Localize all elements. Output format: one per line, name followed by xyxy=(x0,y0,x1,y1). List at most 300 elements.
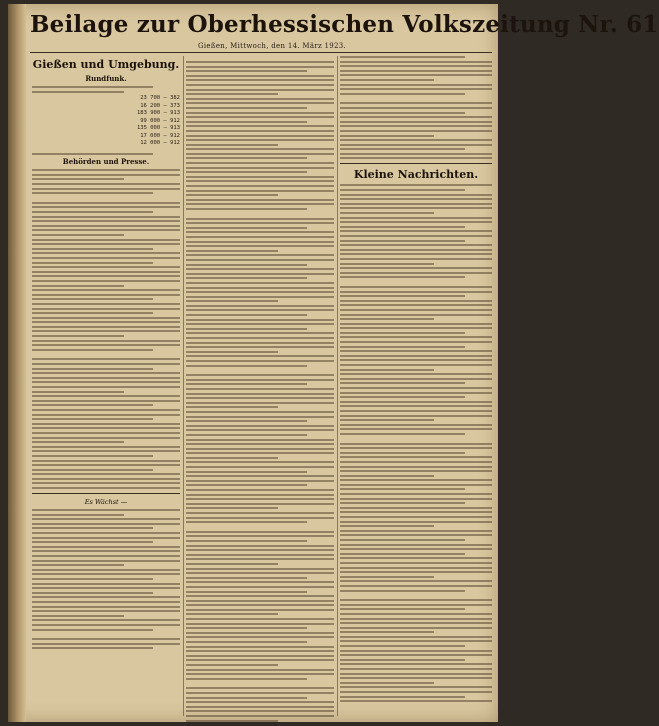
text-line xyxy=(186,383,307,385)
text-line xyxy=(186,678,307,680)
text-line xyxy=(340,700,492,702)
dateline: Gießen, Mittwoch, den 14. März 1923. xyxy=(198,42,347,50)
article-body xyxy=(340,184,492,702)
text-line xyxy=(186,416,334,418)
price-row xyxy=(32,133,180,141)
text-line xyxy=(186,439,334,441)
text-line xyxy=(32,541,153,543)
price-row xyxy=(32,140,180,148)
text-line xyxy=(186,309,334,311)
newspaper-page xyxy=(8,4,659,722)
text-line xyxy=(340,309,492,311)
text-line xyxy=(186,692,334,694)
text-line xyxy=(186,102,334,104)
text-line xyxy=(340,144,492,146)
text-line xyxy=(340,498,492,500)
article-body xyxy=(32,169,180,489)
text-line xyxy=(186,503,334,505)
text-line xyxy=(186,231,334,233)
text-line xyxy=(32,578,153,580)
text-line xyxy=(186,397,334,399)
text-line xyxy=(32,482,180,484)
text-line xyxy=(186,346,334,348)
text-line xyxy=(340,93,465,95)
text-line xyxy=(340,263,434,265)
text-line xyxy=(340,116,492,118)
text-line xyxy=(340,387,492,389)
header-rule xyxy=(30,52,492,53)
text-line xyxy=(340,88,492,90)
text-line xyxy=(340,585,492,587)
text-line xyxy=(32,363,180,365)
text-line xyxy=(32,225,180,227)
poem-body xyxy=(32,509,180,649)
text-line xyxy=(32,298,153,300)
text-line xyxy=(32,280,180,282)
text-line xyxy=(340,378,492,380)
text-line xyxy=(340,580,492,582)
text-line xyxy=(340,516,492,518)
text-line xyxy=(340,112,465,114)
text-line xyxy=(186,227,307,229)
text-line xyxy=(186,710,334,712)
price-value: 17 000 — 912 xyxy=(140,132,180,139)
text-line xyxy=(340,295,465,297)
text-line xyxy=(186,687,334,689)
text-line xyxy=(186,411,334,413)
text-line xyxy=(32,409,180,411)
text-line xyxy=(186,135,334,137)
text-line xyxy=(32,391,124,393)
text-line xyxy=(32,523,180,525)
text-line xyxy=(32,592,153,594)
text-line xyxy=(186,600,334,602)
text-line xyxy=(186,549,334,551)
text-line xyxy=(32,560,180,562)
text-line xyxy=(340,392,492,394)
text-line xyxy=(32,647,153,649)
text-line xyxy=(32,473,180,475)
text-line xyxy=(186,457,278,459)
text-line xyxy=(186,563,278,565)
text-line xyxy=(340,341,492,343)
text-line xyxy=(186,531,334,533)
column-1 xyxy=(32,56,180,716)
text-line xyxy=(186,66,334,68)
text-line xyxy=(186,535,334,537)
text-line xyxy=(340,332,465,334)
text-line xyxy=(32,423,180,425)
text-line xyxy=(186,332,334,334)
text-line xyxy=(186,222,334,224)
article-separator xyxy=(32,493,180,494)
text-line xyxy=(340,534,492,536)
text-line xyxy=(340,212,434,214)
text-line xyxy=(186,489,334,491)
text-line xyxy=(186,673,334,675)
text-line xyxy=(340,443,492,445)
text-line xyxy=(32,344,180,346)
text-line xyxy=(340,240,465,242)
text-line xyxy=(340,304,492,306)
text-line xyxy=(340,640,492,642)
text-line xyxy=(186,655,334,657)
text-line xyxy=(32,248,153,250)
text-line xyxy=(340,447,492,449)
text-line xyxy=(340,79,434,81)
text-line xyxy=(186,337,334,339)
text-line xyxy=(186,393,334,395)
text-line xyxy=(340,217,492,219)
text-line xyxy=(340,470,492,472)
text-line xyxy=(186,250,278,252)
text-line xyxy=(340,571,492,573)
text-line xyxy=(186,139,334,141)
text-line xyxy=(32,169,180,171)
text-line xyxy=(186,98,334,100)
text-line xyxy=(340,553,465,555)
text-line xyxy=(340,230,492,232)
text-line xyxy=(340,521,492,523)
text-line xyxy=(186,176,334,178)
text-line xyxy=(340,604,492,606)
text-line xyxy=(340,428,492,430)
text-line xyxy=(186,466,334,468)
text-line xyxy=(186,360,334,362)
text-line xyxy=(186,254,334,256)
text-line xyxy=(340,613,492,615)
text-line xyxy=(340,107,492,109)
text-line xyxy=(340,548,492,550)
text-line xyxy=(340,525,434,527)
text-line xyxy=(32,441,124,443)
text-line xyxy=(186,388,334,390)
text-line xyxy=(340,654,492,656)
text-line xyxy=(186,475,334,477)
text-line xyxy=(340,599,492,601)
text-line xyxy=(32,178,124,180)
text-line xyxy=(186,402,334,404)
text-line xyxy=(32,487,180,489)
text-line xyxy=(340,70,492,72)
text-line xyxy=(186,425,334,427)
text-line xyxy=(32,615,124,617)
text-line xyxy=(340,405,492,407)
text-line xyxy=(186,319,334,321)
text-line xyxy=(32,518,180,520)
text-line xyxy=(32,610,180,612)
text-line xyxy=(186,171,307,173)
price-value: 12 000 — 912 xyxy=(140,140,180,147)
text-line xyxy=(340,267,492,269)
text-line xyxy=(340,355,492,357)
text-line xyxy=(340,682,434,684)
text-line xyxy=(186,365,307,367)
text-line xyxy=(340,415,492,417)
text-line xyxy=(186,351,278,353)
text-line xyxy=(340,244,492,246)
column-3 xyxy=(340,56,492,716)
text-line xyxy=(32,262,153,264)
text-line xyxy=(186,355,334,357)
text-line xyxy=(32,460,180,462)
text-line xyxy=(32,358,180,360)
text-line xyxy=(32,303,180,305)
text-line xyxy=(186,180,334,182)
text-line xyxy=(32,606,180,608)
text-line xyxy=(186,300,278,302)
text-line xyxy=(186,697,307,699)
text-line xyxy=(340,424,492,426)
text-line xyxy=(186,452,334,454)
text-line xyxy=(340,557,492,559)
text-line xyxy=(32,174,180,176)
text-line xyxy=(340,382,465,384)
text-line xyxy=(340,659,465,661)
text-line xyxy=(340,130,492,132)
text-line xyxy=(32,229,180,231)
poem-title: Es Wächst — xyxy=(84,498,128,507)
text-line xyxy=(32,555,180,557)
text-line xyxy=(340,272,492,274)
text-line xyxy=(186,130,334,132)
column-2 xyxy=(186,56,334,716)
text-line xyxy=(32,153,153,155)
text-line xyxy=(186,706,334,708)
text-line xyxy=(186,627,307,629)
price-value: 135 000 — 913 xyxy=(136,125,180,132)
text-line xyxy=(186,636,334,638)
text-line xyxy=(340,286,492,288)
text-line xyxy=(340,189,465,191)
text-line xyxy=(32,289,180,291)
text-line xyxy=(32,183,180,185)
article-body xyxy=(340,56,492,159)
price-value: 99 000 — 912 xyxy=(140,117,180,124)
text-line xyxy=(186,208,307,210)
text-line xyxy=(186,545,334,547)
text-line xyxy=(186,669,334,671)
text-line xyxy=(340,396,465,398)
price-row xyxy=(32,95,180,103)
text-line xyxy=(186,218,334,220)
text-line xyxy=(32,211,153,213)
text-line xyxy=(340,590,465,592)
text-line xyxy=(340,235,492,237)
text-line xyxy=(32,414,180,416)
price-value: 183 900 — 913 xyxy=(136,110,180,117)
section-heading-kleine-nachrichten: Kleine Nachrichten. xyxy=(353,168,479,182)
text-line xyxy=(186,429,334,431)
text-line xyxy=(186,581,334,583)
text-line xyxy=(32,234,124,236)
text-line xyxy=(32,239,180,241)
text-line xyxy=(186,185,334,187)
text-line xyxy=(186,641,307,643)
text-line xyxy=(340,139,492,141)
text-line xyxy=(186,148,334,150)
text-line xyxy=(340,153,492,155)
text-line xyxy=(340,576,434,578)
text-line xyxy=(340,84,492,86)
text-line xyxy=(32,596,180,598)
text-line xyxy=(186,484,307,486)
text-line xyxy=(186,144,278,146)
text-line xyxy=(32,243,180,245)
text-line xyxy=(340,221,492,223)
text-line xyxy=(186,494,334,496)
text-line xyxy=(186,540,307,542)
text-line xyxy=(186,420,307,422)
text-line xyxy=(186,512,334,514)
text-line xyxy=(32,569,180,571)
text-line xyxy=(32,188,180,190)
text-line xyxy=(32,381,180,383)
masthead-title: Beilage zur Oberhessischen Volkszeitung Nr. 61 xyxy=(30,11,659,38)
text-line xyxy=(32,532,180,534)
text-line xyxy=(186,84,334,86)
text-line xyxy=(186,167,334,169)
text-line xyxy=(32,192,153,194)
text-line xyxy=(340,410,492,412)
text-line xyxy=(186,203,334,205)
text-line xyxy=(186,618,334,620)
text-line xyxy=(186,558,334,560)
text-line xyxy=(340,668,492,670)
text-line xyxy=(186,236,334,238)
text-line xyxy=(186,70,307,72)
text-line xyxy=(32,624,180,626)
text-line xyxy=(340,253,492,255)
text-line xyxy=(340,456,492,458)
text-line xyxy=(340,401,492,403)
text-line xyxy=(32,537,180,539)
text-line xyxy=(186,646,334,648)
text-line xyxy=(186,701,334,703)
text-line xyxy=(340,562,492,564)
text-line xyxy=(186,305,334,307)
text-line xyxy=(340,627,492,629)
text-line xyxy=(32,418,153,420)
text-line xyxy=(340,135,434,137)
text-line xyxy=(186,471,307,473)
text-line xyxy=(186,125,334,127)
text-line xyxy=(32,321,180,323)
text-line xyxy=(340,488,465,490)
text-line xyxy=(340,291,492,293)
text-line xyxy=(32,285,124,287)
text-line xyxy=(186,434,307,436)
text-line xyxy=(340,645,465,647)
text-line xyxy=(340,184,492,186)
text-line xyxy=(186,194,278,196)
text-line xyxy=(32,564,124,566)
article-body xyxy=(186,56,334,722)
text-line xyxy=(186,153,334,155)
text-line xyxy=(186,121,307,123)
text-line xyxy=(186,259,334,261)
text-line xyxy=(340,56,465,58)
text-line xyxy=(186,554,334,556)
text-line xyxy=(340,249,492,251)
text-line xyxy=(340,696,465,698)
text-line xyxy=(32,509,180,511)
price-row xyxy=(32,110,180,118)
text-line xyxy=(340,484,492,486)
text-line xyxy=(32,395,180,397)
text-line xyxy=(186,595,334,597)
text-line xyxy=(186,241,334,243)
text-line xyxy=(340,466,492,468)
price-value: 23 700 — 382 xyxy=(140,95,180,102)
text-line xyxy=(32,386,180,388)
text-line xyxy=(186,461,334,463)
text-line xyxy=(340,350,492,352)
text-line xyxy=(340,493,492,495)
text-line xyxy=(32,220,180,222)
text-line xyxy=(340,530,492,532)
text-line xyxy=(340,327,492,329)
text-line xyxy=(186,112,334,114)
text-line xyxy=(32,587,180,589)
text-line xyxy=(340,461,492,463)
text-line xyxy=(32,446,180,448)
text-line xyxy=(340,622,492,624)
text-line xyxy=(186,498,334,500)
text-line xyxy=(186,659,334,661)
text-line xyxy=(340,194,492,196)
text-line xyxy=(186,572,334,574)
text-line xyxy=(186,720,278,722)
price-row xyxy=(32,103,180,111)
text-line xyxy=(340,125,492,127)
text-line xyxy=(340,65,492,67)
text-line xyxy=(32,202,180,204)
text-line xyxy=(32,257,180,259)
text-line xyxy=(186,162,334,164)
text-line xyxy=(186,199,334,201)
text-line xyxy=(32,252,180,254)
subheading-behoerden: Behörden und Presse. xyxy=(62,157,150,167)
text-line xyxy=(186,287,334,289)
price-value: 16 200 — 373 xyxy=(140,102,180,109)
text-line xyxy=(340,258,492,260)
text-line xyxy=(340,479,492,481)
text-line xyxy=(186,342,334,344)
text-line xyxy=(32,400,180,402)
text-line xyxy=(340,318,434,320)
text-line xyxy=(186,623,334,625)
page-spine xyxy=(8,4,26,722)
text-line xyxy=(186,75,334,77)
text-line xyxy=(340,198,492,200)
text-line xyxy=(32,514,124,516)
text-line xyxy=(186,443,334,445)
text-line xyxy=(32,349,153,351)
text-line xyxy=(32,266,180,268)
text-line xyxy=(32,275,180,277)
text-line xyxy=(32,638,180,640)
text-line xyxy=(186,517,334,519)
text-line xyxy=(340,203,492,205)
text-line xyxy=(186,79,334,81)
text-line xyxy=(32,326,180,328)
text-line xyxy=(32,478,180,480)
text-line xyxy=(340,452,465,454)
text-line xyxy=(340,359,492,361)
text-line xyxy=(32,550,180,552)
text-line xyxy=(340,102,492,104)
